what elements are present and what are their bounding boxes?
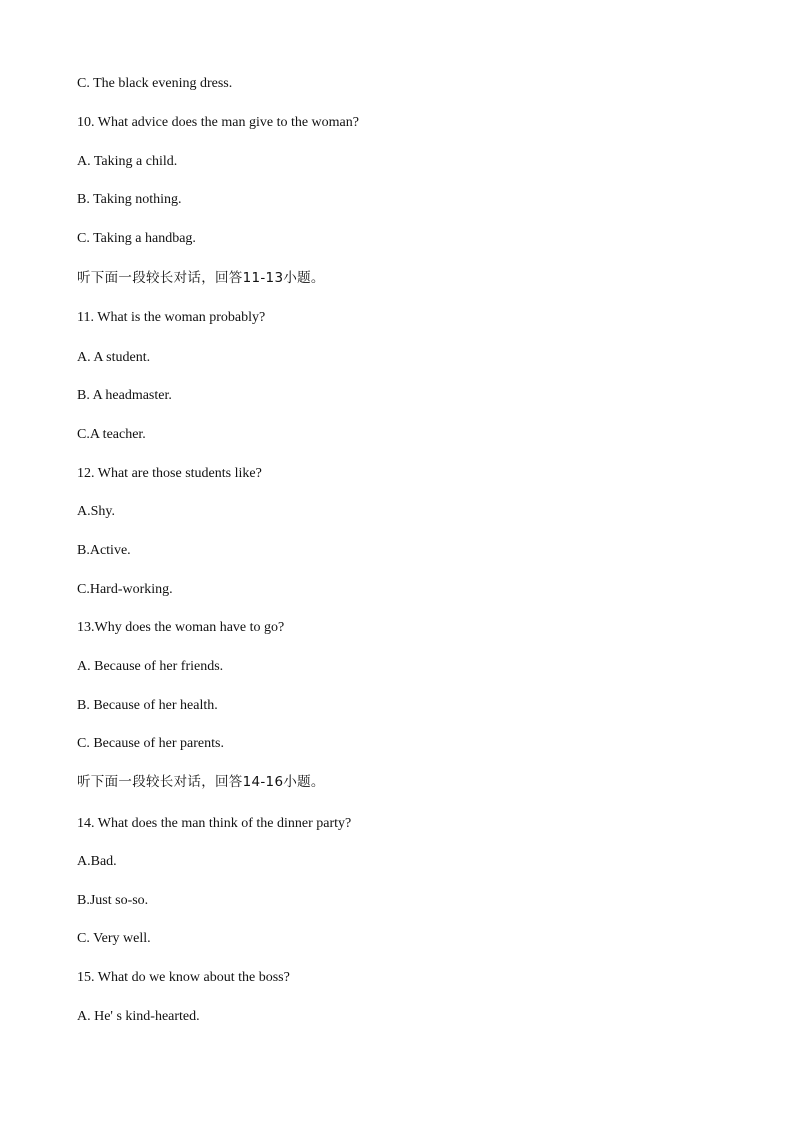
option-12a: A.Shy. <box>77 504 115 519</box>
option-10b: B. Taking nothing. <box>77 192 182 207</box>
question-15: 15. What do we know about the boss? <box>77 970 290 985</box>
question-11: 11. What is the woman probably? <box>77 310 266 325</box>
option-10c: C. Taking a handbag. <box>77 231 196 246</box>
question-10: 10. What advice does the man give to the woman? <box>77 115 359 130</box>
option-14c: C. Very well. <box>77 931 151 946</box>
option-9c: C. The black evening dress. <box>77 76 233 91</box>
option-10a: A. Taking a child. <box>77 154 178 169</box>
section-instruction-14-16: 听下面一段较长对话，回答14-16小题。 <box>77 774 325 790</box>
question-14: 14. What does the man think of the dinner party? <box>77 816 352 831</box>
question-12: 12. What are those students like? <box>77 466 262 481</box>
option-14b: B.Just so-so. <box>77 893 149 908</box>
question-13: 13.Why does the woman have to go? <box>77 620 285 635</box>
option-15a: A. He' s kind-hearted. <box>77 1009 200 1024</box>
section-instruction-11-13: 听下面一段较长对话，回答11-13小题。 <box>77 270 325 286</box>
option-12b: B.Active. <box>77 543 131 558</box>
option-11c: C.A teacher. <box>77 427 146 442</box>
option-13b: B. Because of her health. <box>77 698 218 713</box>
option-11a: A. A student. <box>77 350 151 365</box>
option-13a: A. Because of her friends. <box>77 659 224 674</box>
option-11b: B. A headmaster. <box>77 388 172 403</box>
option-13c: C. Because of her parents. <box>77 736 224 751</box>
option-12c: C.Hard-working. <box>77 582 173 597</box>
option-14a: A.Bad. <box>77 854 117 869</box>
